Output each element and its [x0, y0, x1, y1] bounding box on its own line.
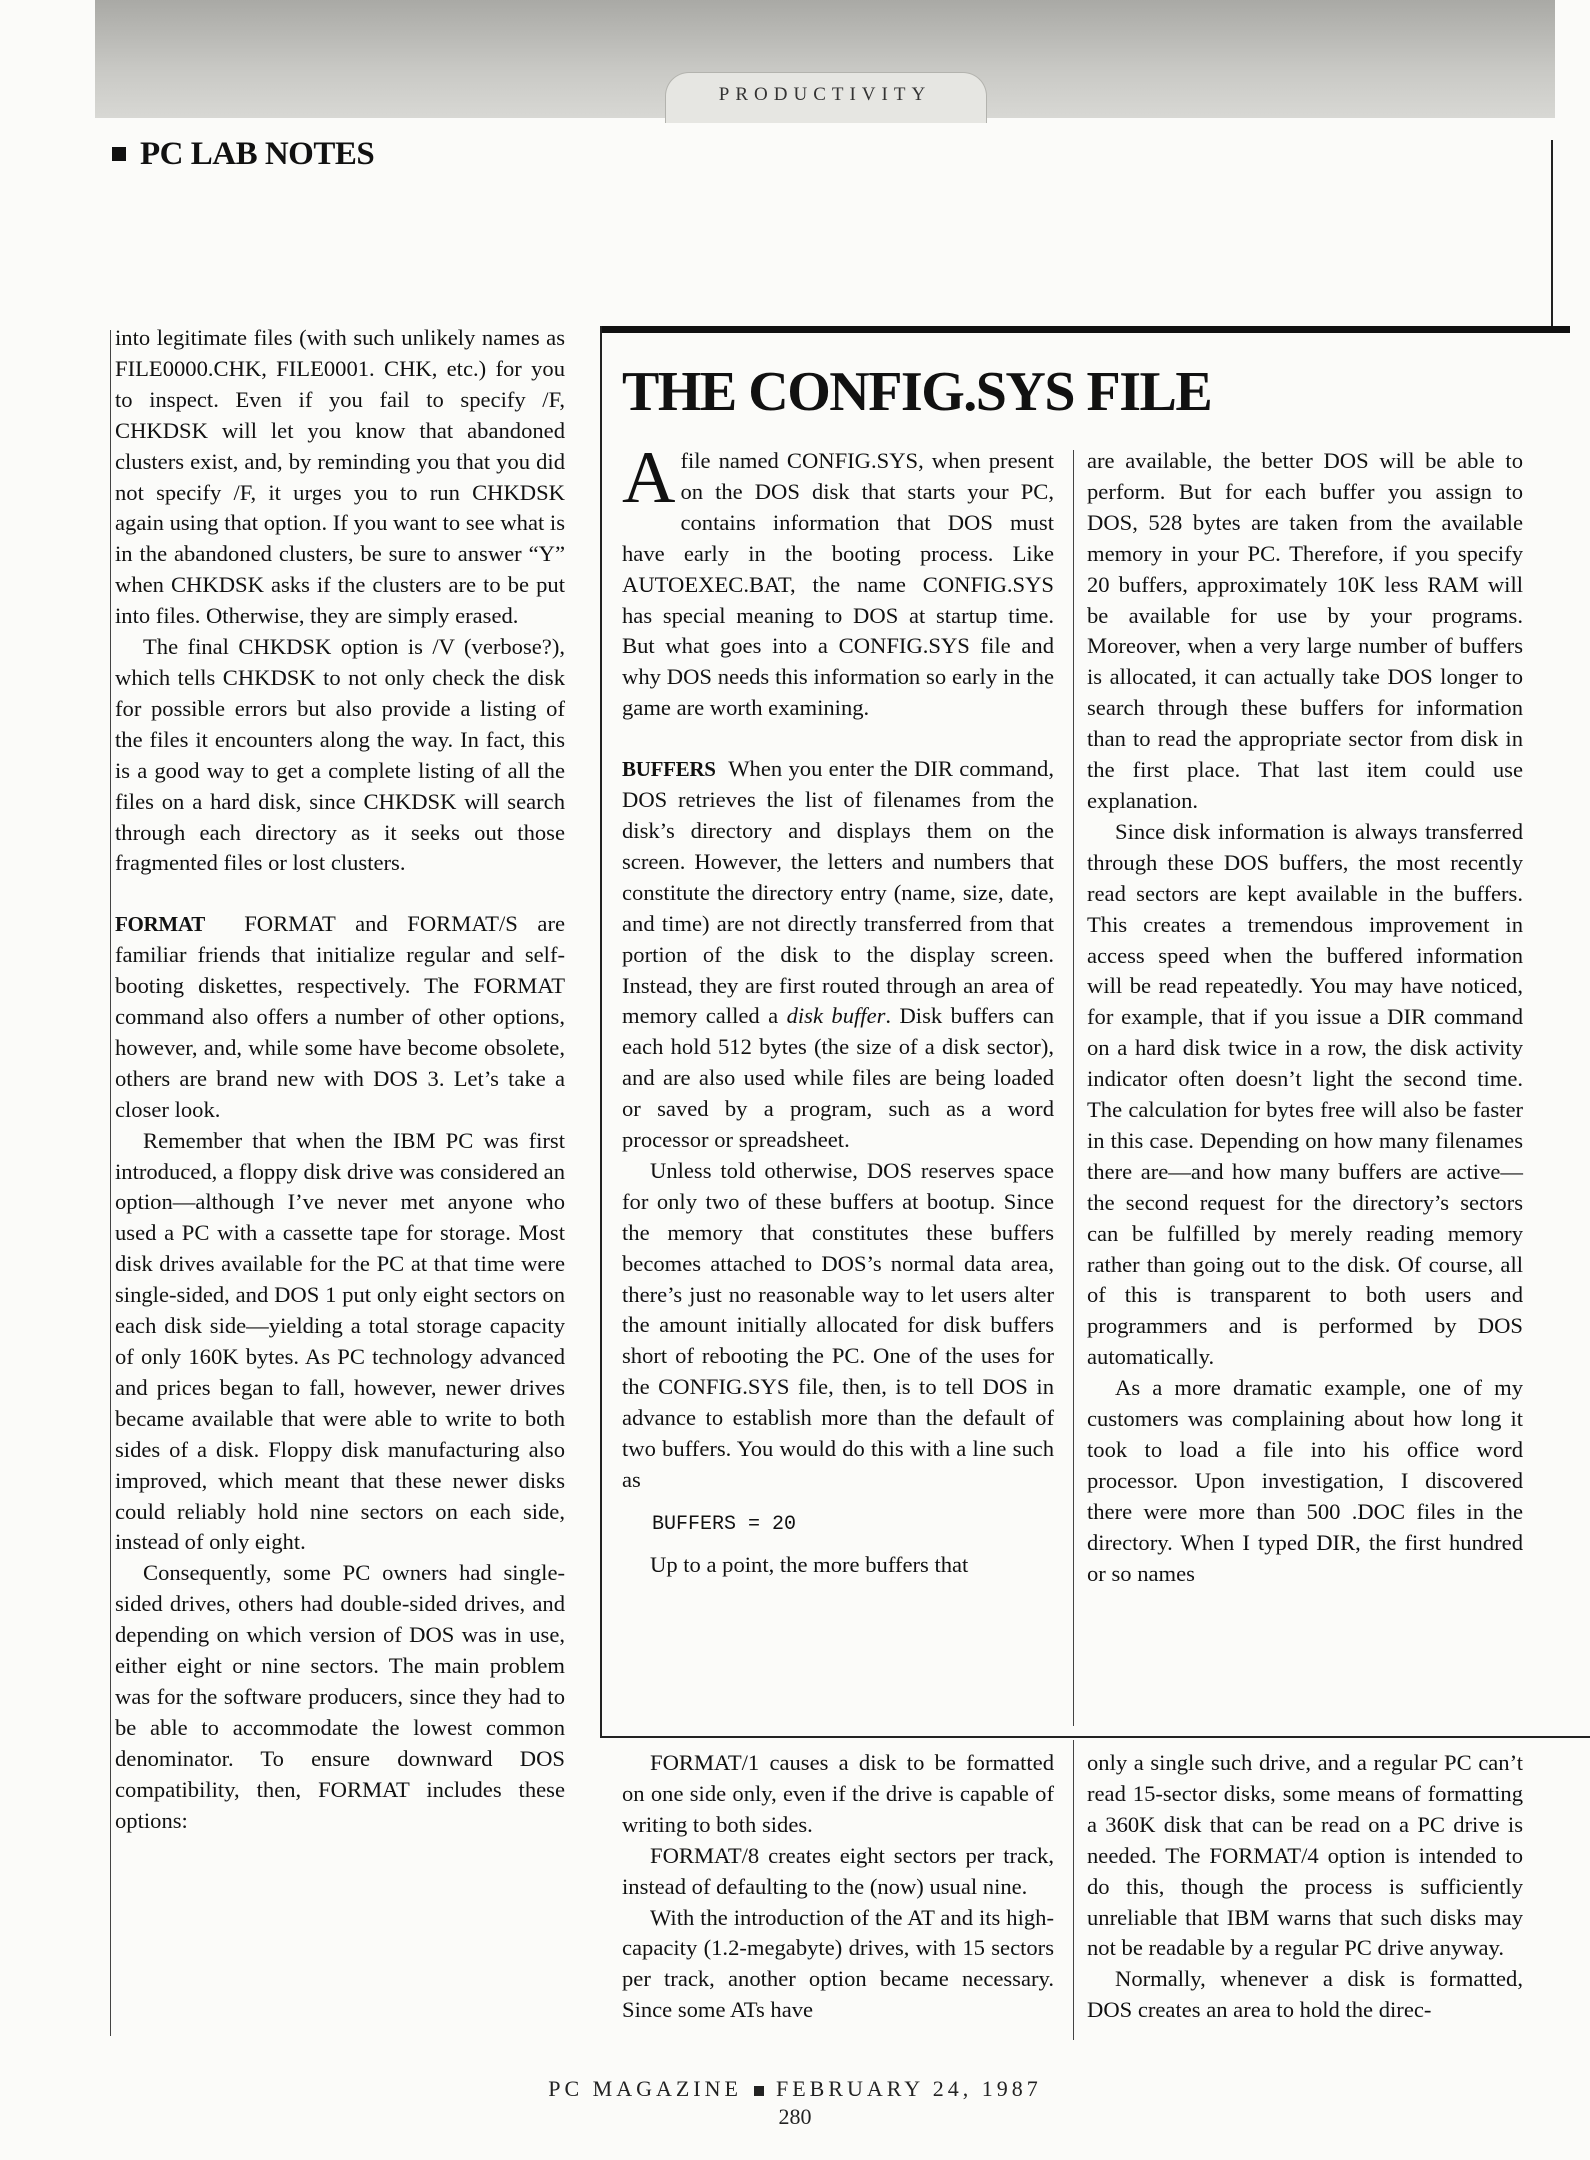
unless-paragraph: Unless told otherwise, DOS reserves space for only two of these buffers at bootup. Since the memory that constitutes these buffers becomes attached to DOS’s normal data area, there’s just no reasonable way to let users alter the amount initially allocated for disk buffers short of rebooting the PC. One of the uses for the CONFIG.SYS file, then, is to tell DOS in advance to establish more than the default of two buffers. You would do this with a line such as	[622, 1157, 1054, 1492]
header-label: PRODUCTIVITY	[718, 84, 932, 105]
sidebar-col2-paragraph-1: are available, the better DOS will be able to perform. But for each buffer you assign to DOS, 528 bytes are taken from the available memory in your PC. Therefore, if you specify 20 buffers, approximately 10K less RAM will be available for use by your programs. Moreover, when a very large number of buffers is allocated, it can actually take DOS longer to search through these buffers for information than to read the appropriate sector from disk in the first place. That last item could use explanation.	[1087, 448, 1523, 813]
left-paragraph-3: Remember that when the IBM PC was first introduced, a floppy disk drive was considered an option—although I’ve never met anyone who used a PC with a cassette tape for storage. Most disk drives available for the PC at that time were single-sided, and DOS 1 put only eight sectors on each disk side—yielding a total storage capacity of only 160K bytes. As PC technology advanced and prices began to fall, however, newer drives became available that were able to write to both sides of a disk. Floppy disk manufacturing also improved, which meant that these newer disks could reliably hold nine sectors on each side, instead of only eight.	[115, 1127, 565, 1555]
lower-right-paragraph-1: only a single such drive, and a regular PC can’t read 15-sector disks, some means of formatting a 360K disk that can be read on a PC drive is needed. The FORMAT/4 option is intended to do this, though the process is sufficiently unreliable that IBM warns that such disks may not be readable by a regular PC drive anyway.	[1087, 1750, 1523, 1961]
footer-date: FEBRUARY 24, 1987	[775, 2076, 1042, 2101]
right-rule	[1551, 140, 1553, 328]
page-number: 280	[778, 2104, 812, 2129]
sidebar-box-left-rule	[600, 326, 602, 1738]
left-paragraph-2: The final CHKDSK option is /V (verbose?), which tells CHKDSK to not only check the disk for possible errors but also provide a listing of the files it encounters along the way. In fact, this is a good way to get a complete listing of all the files on a hard disk, since CHKDSK will search through each directory as it seeks out those fragmented files or lost clusters.	[115, 634, 565, 876]
sidebar-column-2	[1087, 446, 1523, 1590]
buffers-text-1: When you enter the DIR command, DOS retrieves the list of filenames from the disk’s directory and displays them on the screen. However, the letters and numbers that constitute the directory entry (name, size, date, and time) are not directly transferred from that portion of the disk to the display screen. Instead, they are first routed through an area of memory called a	[622, 756, 1055, 1029]
section-heading	[112, 134, 374, 174]
sidebar-intro-text: file named CONFIG.SYS, when present on the DOS disk that starts your PC, contains information that DOS must have early in the booting process. Like AUTOEXEC.BAT, the name CONFIG.SYS has special meaning to DOS at startup time. But what goes into a CONFIG.SYS file and why DOS needs this information so early in the game are worth examining.	[622, 448, 1054, 721]
sidebar-col2-paragraph-2: Since disk information is always transferred through these DOS buffers, the most recently read sectors are kept available in the buffers. This creates a tremendous improvement in access speed when the buffered information will be read repeatedly. You may have noticed, for example, that if you issue a DIR command on a hard disk twice in a row, the disk activity indicator often doesn’t light the second time. The calculation for bytes free will also be faster in this case. Depending on how many filenames there are—and how many buffers are active—the second request for the directory’s sectors can be fulfilled by merely reading memory rather than going out to the disk. Of course, all of this is transparent to both users and programmers and is performed by DOS automatically.	[1087, 818, 1523, 1370]
drop-cap: A	[622, 437, 676, 519]
left-column	[115, 323, 565, 1837]
at-paragraph: With the introduction of the AT and its high-capacity (1.2-megabyte) drives, with 15 sectors per track, another option became necessary. Since some ATs have	[622, 1904, 1054, 2023]
left-paragraph-4: Consequently, some PC owners had single-sided drives, others had double-sided drives, and depending on which version of DOS was in use, either eight or nine sectors. The main problem was for the software producers, since they had to be able to accommodate the lowest common denominator. To ensure downward DOS compatibility, then, FORMAT includes these options:	[115, 1560, 565, 1833]
page-footer	[0, 2076, 1590, 2102]
buffers-italic: disk buffer	[786, 1003, 886, 1029]
format8-paragraph: FORMAT/8 creates eight sectors per track, instead of defaulting to the (now) usual nine.	[622, 1842, 1054, 1899]
sidebar-col2-paragraph-3: As a more dramatic example, one of my customers was complaining about how long it took to load a file into his office word processor. Upon investigation, I discovered there were more than 500 .DOC files in the directory. When I typed DIR, the first hundred or so names	[1087, 1375, 1523, 1586]
footer-magazine: PC MAGAZINE	[548, 2076, 742, 2101]
format-runin-heading: FORMAT	[115, 912, 205, 937]
square-bullet-icon	[112, 147, 126, 161]
sidebar-column-divider	[1073, 450, 1074, 1726]
lower-middle-column	[622, 1748, 1054, 2026]
buffers-paragraph	[622, 754, 1054, 1156]
sidebar-column-1	[622, 437, 1055, 1581]
buffers-text-2: . Disk buffers can each hold 512 bytes (the size of a disk sector), and are also used while files are being loaded or saved by a program, such as a word processor or spreadsheet.	[622, 1003, 1054, 1153]
lower-right-paragraph-2: Normally, whenever a disk is formatted, DOS creates an area to hold the direc-	[1087, 1966, 1523, 2023]
lower-right-column	[1087, 1748, 1523, 2026]
format-paragraph	[115, 909, 565, 1125]
buffers-runin-heading: BUFFERS	[622, 757, 716, 782]
footer-bullet-icon	[754, 2086, 764, 2096]
sidebar-box-bottom-rule	[600, 1736, 1590, 1738]
buffers-code-line: BUFFERS = 20	[652, 1512, 797, 1536]
lower-column-divider	[1073, 1740, 1074, 2040]
format-text: FORMAT and FORMAT/S are familiar friends that initialize regular and self-booting diskettes, respectively. The FORMAT command also offers a number of other options, however, and, while some have become obsolete, others are brand new with DOS 3. Let’s take a closer look.	[115, 911, 565, 1122]
upto-paragraph: Up to a point, the more buffers that	[650, 1551, 969, 1577]
left-column-rule	[110, 330, 111, 2036]
sidebar-title: THE CONFIG.SYS FILE	[622, 361, 1212, 423]
section-label: PC LAB NOTES	[140, 135, 375, 172]
left-paragraph-1: into legitimate files (with such unlikely names as FILE0000.CHK, FILE0001. CHK, etc.) for you to inspect. Even if you fail to specify /F, CHKDSK will let you know that abandoned clusters exist, and, by reminding you that you did not specify /F, it urges you to run CHKDSK again using that option. If you want to see what is in the abandoned clusters, be sure to answer “Y” when CHKDSK asks if the clusters are to be put into files. Otherwise, they are simply erased.	[115, 325, 565, 629]
format1-paragraph: FORMAT/1 causes a disk to be formatted on one side only, even if the drive is capable of writing to both sides.	[622, 1750, 1054, 1837]
sidebar-intro	[622, 437, 1054, 724]
sidebar-box-top-rule	[600, 326, 1570, 333]
